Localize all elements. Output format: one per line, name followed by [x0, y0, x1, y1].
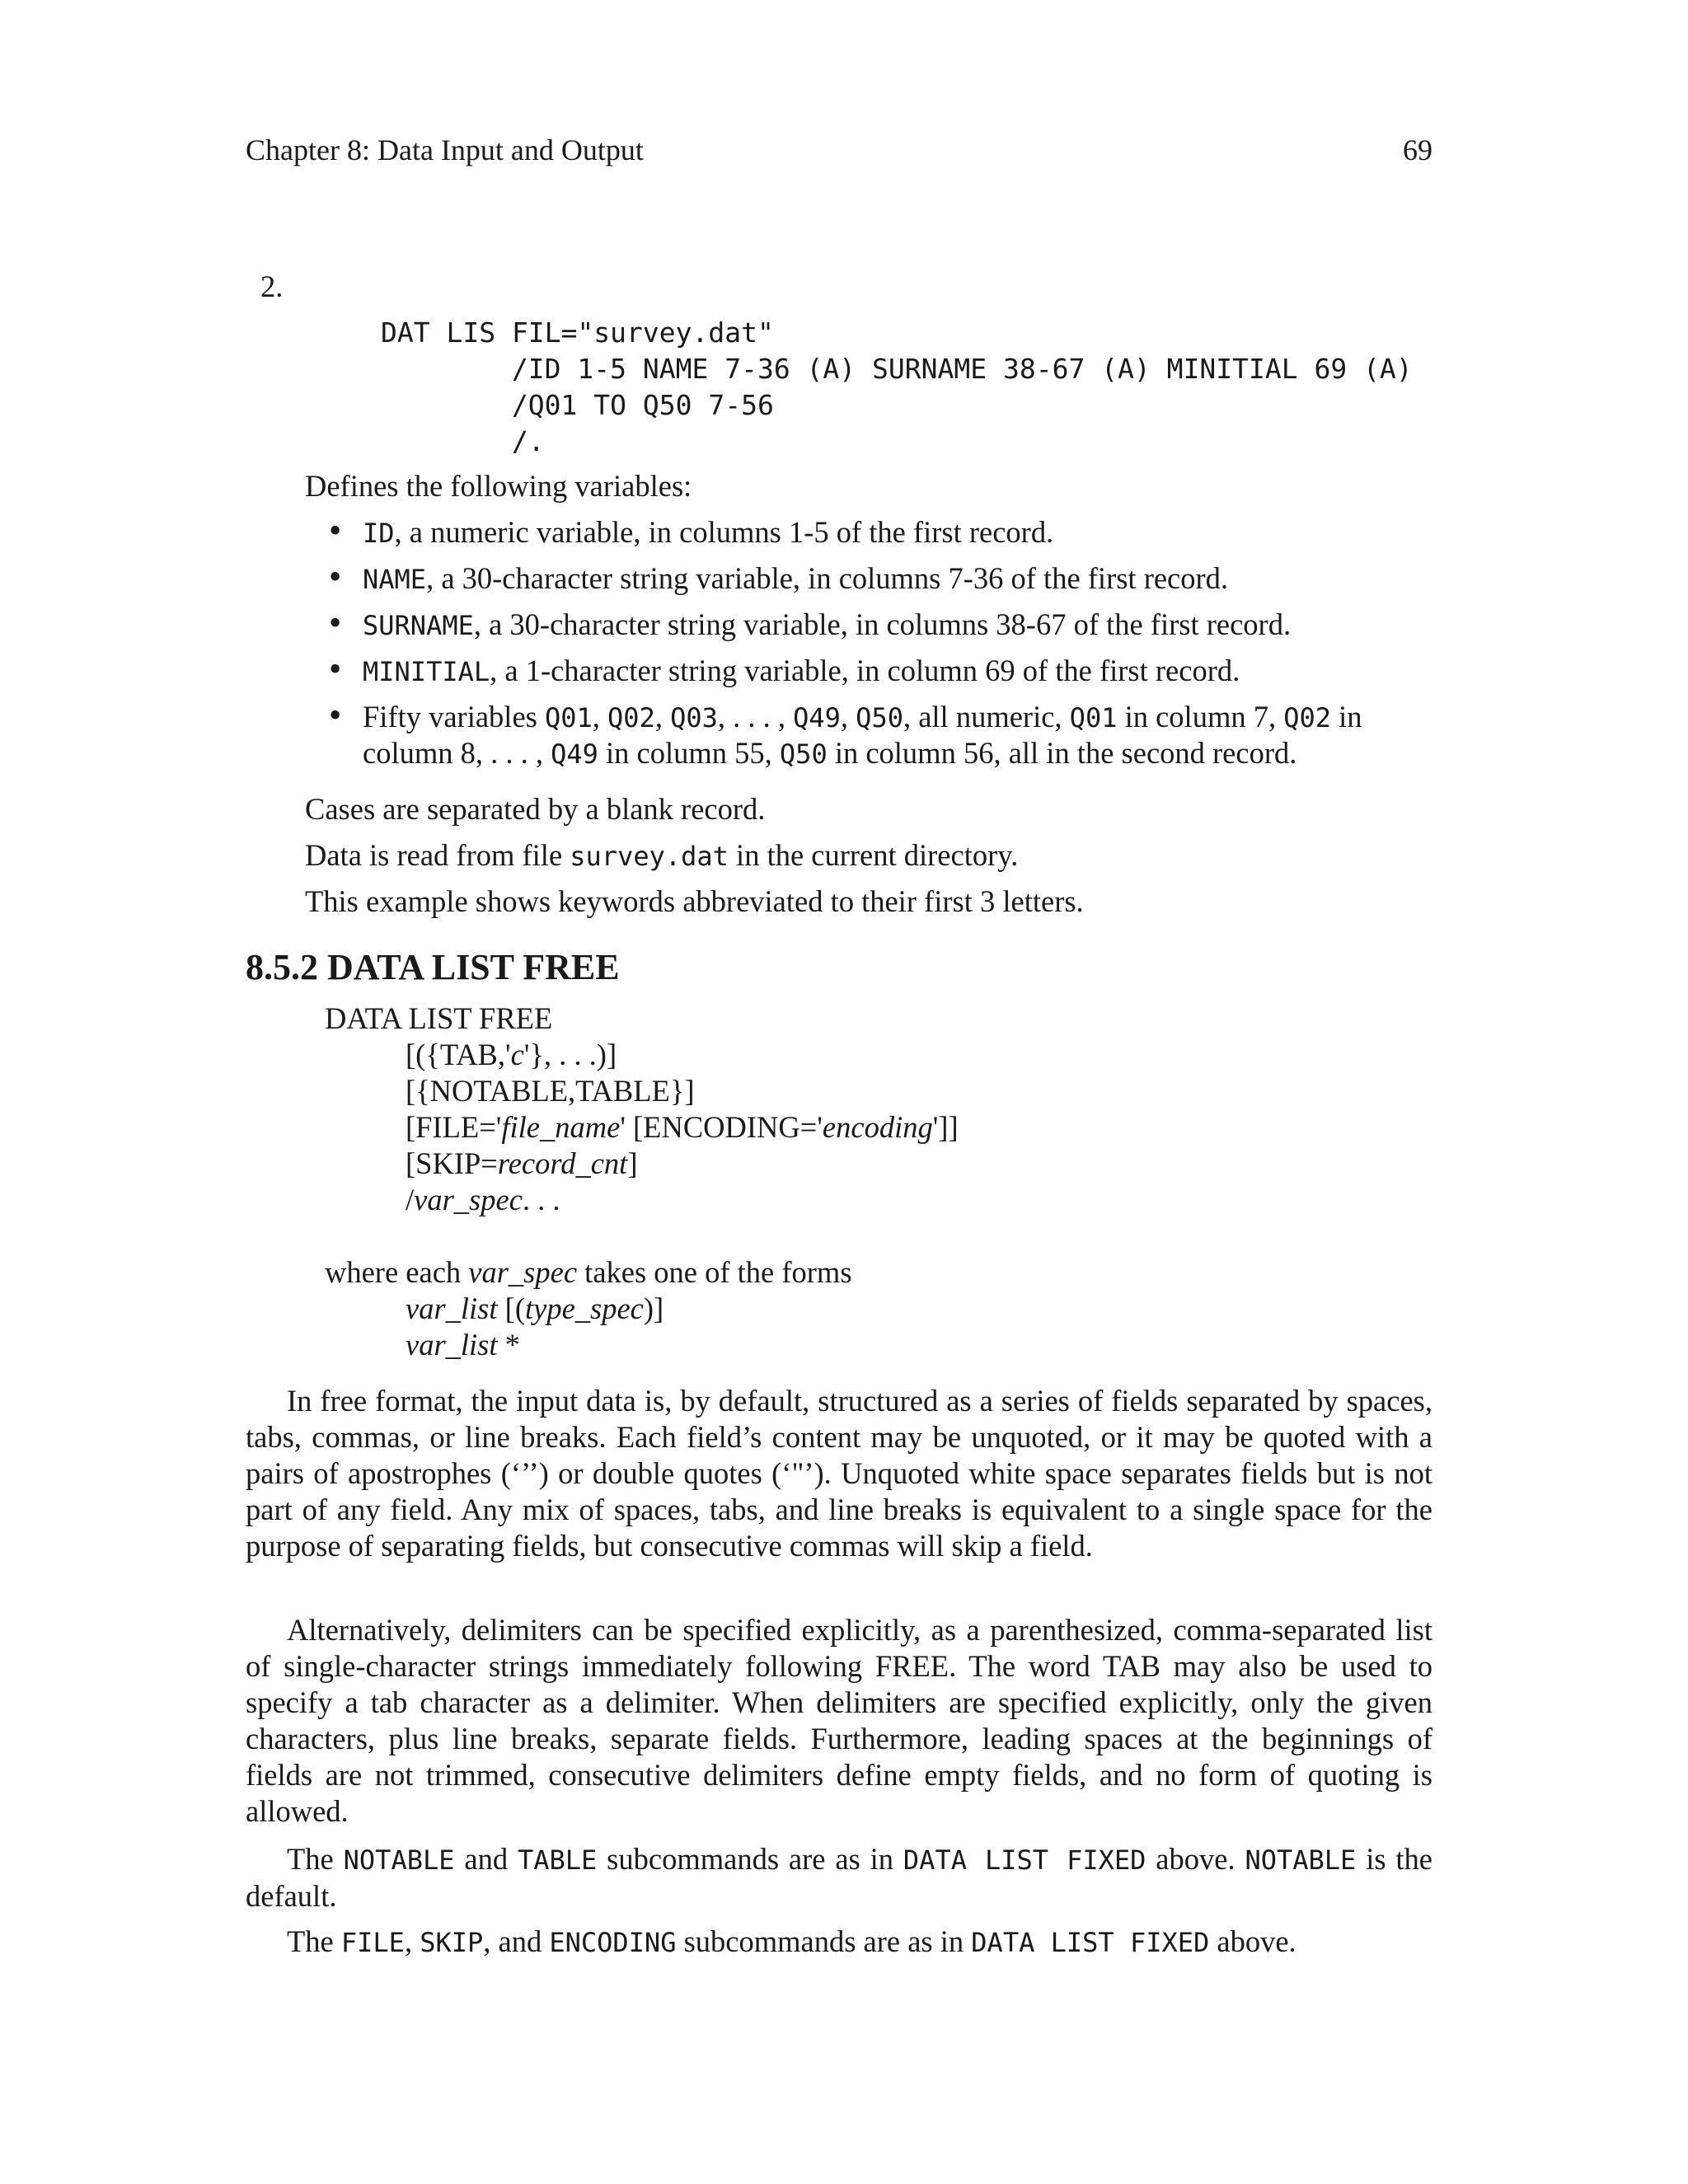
- bullet-item-id: [363, 514, 1053, 551]
- code-line-2: /ID 1-5 NAME 7-36 (A) SURNAME 38-67 (A) MINITIAL 69 (A): [381, 353, 1413, 385]
- bullet-item-fifty-line2: column 8, . . . , Q49 in column 55, Q50 in column 56, all in the second record.: [363, 736, 1297, 770]
- paragraph-delimiters: Alternatively, delimiters can be specified explicitly, as a parenthesized, comma-separated list of single-character strings immediately following FREE. The word TAB may also be used to specify a tab character as a delimiter. When delimiters are specified explicitly, only the given characters, plus line breaks, separate fields. Furthermore, leading spaces at the beginnings of fields are not trimmed, consecutive delimiters define empty fields, and no form of quoting is allowed.: [246, 1613, 1432, 1828]
- bullet-icon: •: [326, 561, 345, 595]
- var-code: SURNAME: [363, 610, 474, 641]
- example-item-number: 2.: [260, 269, 284, 303]
- abbrev-text: This example shows keywords abbreviated to their first 3 letters.: [305, 884, 1084, 918]
- syntax-line-1: DATA LIST FREE: [325, 1001, 553, 1035]
- bullet-item-surname: [363, 607, 1291, 644]
- syntax-line-2: [({TAB,'c'}, . . .)]: [406, 1038, 617, 1071]
- syntax-line-5: [SKIP=record_cnt]: [406, 1146, 638, 1180]
- var-code: ID: [363, 518, 395, 549]
- filename-code: survey.dat: [570, 841, 729, 872]
- bullet-item-fifty-line1: Fifty variables Q01, Q02, Q03, . . . , Q49, Q50, all numeric, Q01 in column 7, Q02 in: [363, 700, 1362, 733]
- where-text: where each var_spec takes one of the forms: [325, 1255, 852, 1289]
- var-code: NAME: [363, 564, 427, 595]
- cases-separated-text: Cases are separated by a blank record.: [305, 792, 766, 826]
- running-header: [246, 132, 1432, 168]
- bullet-icon: •: [326, 654, 345, 687]
- chapter-title: Chapter 8: Data Input and Output: [246, 134, 644, 166]
- paragraph-free-format: In free format, the input data is, by default, structured as a series of fields separated by spaces, tabs, commas, or line breaks. Each field’s content may be unquoted, or it may be quoted with a pairs of apostrophes (‘’’) or double quotes (‘"’). Unquoted white space separates fields but is not part of any field. Any mix of spaces, tabs, and line breaks is equivalent to a single space for the purpose of separating fields, but consecutive commas will skip a field.: [246, 1384, 1432, 1563]
- form-1: var_list [(type_spec)]: [406, 1291, 664, 1325]
- syntax-line-3: [{NOTABLE,TABLE}]: [406, 1074, 695, 1108]
- bullet-icon: •: [326, 515, 345, 549]
- var-code: MINITIAL: [363, 656, 490, 687]
- data-read-text: Data is read from file survey.dat in the current directory.: [305, 838, 1019, 872]
- code-line-4: /.: [381, 425, 545, 457]
- bullet-icon: •: [326, 700, 345, 733]
- bullet-icon: •: [326, 607, 345, 641]
- bullet-text: , a numeric variable, in columns 1-5 of the first record.: [394, 515, 1054, 549]
- bullet-item-minitial: [363, 653, 1240, 690]
- paragraph-file-skip: The FILE, SKIP, and ENCODING subcommands are as in DATA LIST FIXED above.: [287, 1924, 1296, 1958]
- code-line-1: DAT LIS FIL="survey.dat": [381, 316, 774, 349]
- defines-text: Defines the following variables:: [305, 469, 692, 503]
- syntax-line-6: /var_spec. . .: [406, 1183, 560, 1216]
- bullet-text: , a 30-character string variable, in columns 38-67 of the first record.: [473, 607, 1292, 641]
- bullet-text: , a 1-character string variable, in column 69 of the first record.: [490, 654, 1240, 687]
- bullet-item-name: [363, 560, 1228, 598]
- section-heading: 8.5.2 DATA LIST FREE: [246, 947, 620, 987]
- form-2: var_list *: [406, 1328, 520, 1361]
- paragraph-notable: The NOTABLE and TABLE subcommands are as in DATA LIST FIXED above. NOTABLE is the default.: [246, 1842, 1433, 1913]
- page-number: 69: [1403, 134, 1432, 166]
- syntax-line-4: [FILE='file_name' [ENCODING='encoding']]: [406, 1110, 959, 1144]
- bullet-text: , a 30-character string variable, in columns 7-36 of the first record.: [426, 561, 1229, 595]
- code-line-3: /Q01 TO Q50 7-56: [381, 389, 774, 421]
